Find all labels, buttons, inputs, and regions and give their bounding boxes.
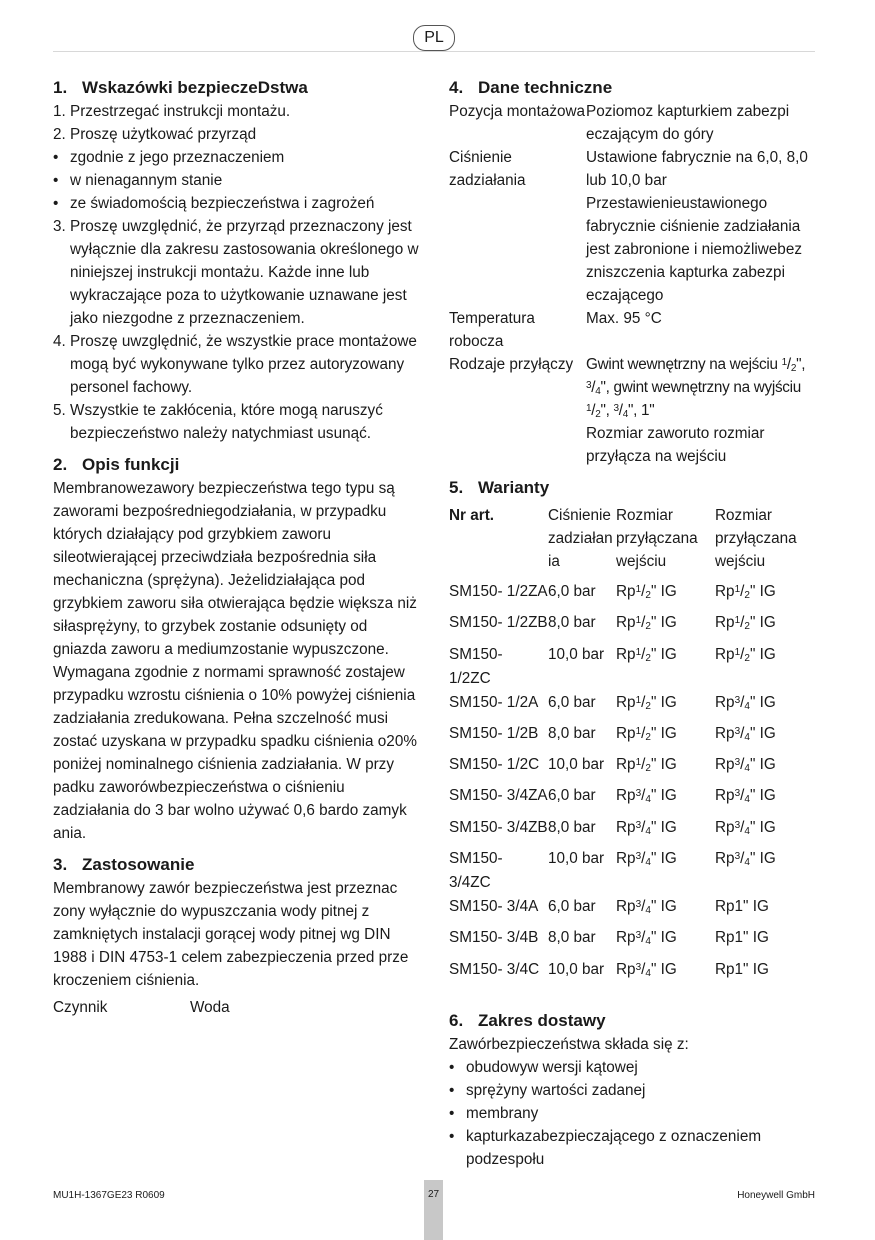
table-row xyxy=(449,580,815,611)
table-cell: 8,0 bar xyxy=(548,614,596,632)
section-safety xyxy=(53,76,421,445)
table-cell: 6,0 bar xyxy=(548,693,596,711)
table-cell: 6,0 bar xyxy=(548,787,596,805)
table-cell: $Rp^3/_4$" IG xyxy=(616,787,677,806)
tech-key: Rodzaje przyłączy xyxy=(449,356,574,373)
function-text: Membranowezawory bezpieczeństwa tego typu są zaworami bezpośredniegodziałania, w przypadku których działający pod grzybkiem zaworu sileotwierającej przeciwdziała bezpośrednia siła mechaniczna (sprężyna). Jeżelidziałająca pod grzybkiem zaworu siła otwierająca będzie większa niż siłasprężyny, to grzybek zostanie odsunięty od gniazda zaworu a mediumzostanie wypuszczone. Wymagana zgodnie z normami sprawność zostajew przypadku wzrostu ciśnienia o 10% powyżej ciśnienia zadziałania zredukowana. Pełna szczelność musi zostać uzyskana w przypadku spadku ciśnienia o20% poniżej nominalnego ciśnienia zadziałania. W przy padku zaworówbezpieczeństwa o ciśnieniu zadziałania do 3 bar wolno używać 0,6 bardo zamyk ania. xyxy=(53,480,417,842)
column-header: Ciśnienie zadziałan ia xyxy=(548,507,613,570)
delivery-list xyxy=(449,1056,821,1171)
table-row xyxy=(449,784,815,815)
table-cell: 8,0 bar xyxy=(548,818,596,836)
list-item: • w nienagannym stanie xyxy=(53,172,223,189)
document-code: MU1H-1367GE23 R0609 xyxy=(53,1190,165,1201)
tech-row-temperature xyxy=(449,307,821,353)
list-item: • zgodnie z jego przeznaczeniem xyxy=(53,149,285,166)
left-column xyxy=(53,76,421,1027)
table-cell: $Rp^3/_4$" IG xyxy=(715,724,776,743)
table-row xyxy=(449,958,815,989)
table-row xyxy=(449,753,815,784)
table-cell: $Rp^3/_4$" IG xyxy=(616,850,677,869)
table-row xyxy=(449,926,815,957)
table-cell: Rp1" IG xyxy=(715,898,769,916)
variants-table xyxy=(449,504,815,989)
table-cell: $Rp^1/_2$" IG xyxy=(715,645,776,664)
table-cell: $Rp^3/_4$" IG xyxy=(616,898,677,917)
table-row xyxy=(449,895,815,926)
section-title: 5. Warianty xyxy=(449,478,550,497)
table-cell: $Rp^3/_4$" IG xyxy=(715,818,776,837)
tech-row-position xyxy=(449,100,821,146)
table-cell: $Rp^3/_4$" IG xyxy=(616,960,677,979)
table-cell: SM150- 1/2B xyxy=(449,724,539,742)
table-cell: $Rp^1/_2$" IG xyxy=(616,756,677,775)
table-cell: SM150- 3/4C xyxy=(449,960,540,978)
tech-row-connections xyxy=(449,353,821,468)
page-number: 27 xyxy=(424,1180,443,1240)
table-row xyxy=(449,691,815,722)
list-item: • obudowyw wersji kątowej xyxy=(449,1058,638,1076)
list-item: • sprężyny wartości zadanej xyxy=(449,1081,646,1099)
section-title: 4. Dane techniczne xyxy=(449,78,613,97)
table-cell: SM150- 3/4B xyxy=(449,929,539,947)
tech-row-pressure xyxy=(449,146,821,307)
table-cell: SM150- 3/4ZC xyxy=(449,850,503,892)
section-title: 2. Opis funkcji xyxy=(53,455,180,474)
list-item: • membrany xyxy=(449,1104,539,1122)
table-row xyxy=(449,643,815,691)
table-cell: SM150- 3/4ZA xyxy=(449,787,548,805)
table-cell: $Rp^1/_2$" IG xyxy=(715,583,776,601)
table-cell: SM150- 1/2ZA xyxy=(449,583,548,600)
application-text: Membranowy zawór bezpieczeństwa jest przeznac zony wyłącznie do wypuszczania wody pitnej z zamkniętych instalacji gorącej wody pitnej wg DIN 1988 i DIN 4753-1 celem zabezpieczenia przed prze kroczeniem ciśnienia. xyxy=(53,880,409,989)
safety-list xyxy=(53,100,421,445)
table-cell: 8,0 bar xyxy=(548,724,596,742)
medium-label: Czynnik xyxy=(53,999,108,1016)
table-row xyxy=(449,847,815,895)
table-cell: 10,0 bar xyxy=(548,645,605,663)
table-cell: 10,0 bar xyxy=(548,850,605,868)
section-technical-data xyxy=(449,76,821,468)
medium-value: Woda xyxy=(190,999,230,1016)
language-badge: PL xyxy=(413,25,455,51)
table-row xyxy=(449,611,815,642)
table-cell: 6,0 bar xyxy=(548,583,596,600)
table-cell: Rp1" IG xyxy=(715,929,769,947)
section-variants xyxy=(449,476,821,989)
column-header: Rozmiar przyłączana wejściu xyxy=(616,507,698,570)
column-header: Nr art. xyxy=(449,507,495,524)
section-title: 3. Zastosowanie xyxy=(53,855,195,874)
list-item: 1. Przestrzegać instrukcji montażu. xyxy=(53,103,291,120)
company-name: Honeywell GmbH xyxy=(737,1190,815,1201)
table-cell: $Rp^1/_2$" IG xyxy=(616,583,677,601)
table-cell: SM150- 1/2ZC xyxy=(449,645,503,687)
delivery-intro: Zawórbezpieczeństwa składa się z: xyxy=(449,1035,689,1053)
tech-value: Ustawione fabrycznie na 6,0, 8,0 lub 10,0 bar Przestawienieustawionego fabrycznie ciśnienie zadziałania jest zabronione i niemożliwebez zniszczenia kapturka zabezpi eczającego xyxy=(586,149,808,304)
list-item: 2. Proszę użytkować przyrząd xyxy=(53,126,257,143)
table-cell: $Rp^3/_4$" IG xyxy=(715,756,776,775)
table-cell: 10,0 bar xyxy=(548,756,605,774)
table-cell: $Rp^3/_4$" IG xyxy=(715,850,776,869)
table-cell: $Rp^1/_2$" IG xyxy=(616,724,677,743)
list-item: • ze świadomością bezpieczeństwa i zagrożeń xyxy=(53,195,375,212)
table-cell: 10,0 bar xyxy=(548,960,605,978)
header-rule xyxy=(53,51,815,52)
tech-key: Temperatura robocza xyxy=(449,310,535,350)
section-delivery xyxy=(449,1009,821,1171)
table-cell: 8,0 bar xyxy=(548,929,596,947)
table-cell: $Rp^1/_2$" IG xyxy=(616,645,677,664)
list-item: • kapturkazabezpieczającego z oznaczeniem podzespołu xyxy=(449,1127,762,1168)
table-header-row xyxy=(449,504,815,580)
right-column xyxy=(449,76,821,1179)
list-item: 5. Wszystkie te zakłócenia, które mogą naruszyć bezpieczeństwo należy natychmiast usunąć. xyxy=(53,402,383,442)
table-cell: $Rp^1/_2$" IG xyxy=(715,614,776,633)
section-application xyxy=(53,853,421,1019)
table-cell: $Rp^3/_4$" IG xyxy=(616,818,677,837)
table-cell: $Rp^3/_4$" IG xyxy=(715,693,776,712)
table-row xyxy=(449,722,815,753)
section-function xyxy=(53,453,421,845)
section-title: 6. Zakres dostawy xyxy=(449,1010,606,1030)
table-cell: $Rp^1/_2$" IG xyxy=(616,614,677,633)
table-cell: $Rp^3/_4$" IG xyxy=(616,929,677,948)
table-cell: SM150- 3/4A xyxy=(449,898,539,916)
table-cell: SM150- 1/2ZB xyxy=(449,614,548,632)
medium-row xyxy=(53,996,421,1019)
column-header: Rozmiar przyłączana wejściu xyxy=(715,507,797,570)
section-title: 1. Wskazówki bezpieczeDstwa xyxy=(53,78,308,97)
tech-value: Max. 95 °C xyxy=(586,310,662,327)
table-cell: $Rp^3/_4$" IG xyxy=(715,787,776,806)
table-cell: $Rp^1/_2$" IG xyxy=(616,693,677,712)
table-cell: Rp1" IG xyxy=(715,960,769,978)
tech-key: Ciśnienie zadziałania xyxy=(449,149,526,189)
tech-value: Poziomoz kapturkiem zabezpi eczającym do góry xyxy=(586,103,790,143)
table-cell: SM150- 3/4ZB xyxy=(449,818,548,836)
tech-key: Pozycja montażowa xyxy=(449,103,586,120)
tech-value: Gwint wewnętrzny na wejściu $^1/_2$", $^3/_4$", gwint wewnętrzny na wyjściu $^1/_2$", $^3/_4$", 1" Rozmiar zaworuto rozmiar przyłącza na wejściu xyxy=(586,356,806,465)
table-cell: SM150- 1/2A xyxy=(449,693,539,711)
table-row xyxy=(449,816,815,847)
table-cell: SM150- 1/2C xyxy=(449,756,540,774)
list-item: 3. Proszę uwzględnić, że przyrząd przeznaczony jest wyłącznie dla zakresu zastosowania określonego w niniejszej instrukcji montażu. Każde inne lub wykraczające poza to użytkowanie uznawane jest jako niezgodne z przeznaczeniem. xyxy=(53,218,419,327)
list-item: 4. Proszę uwzględnić, że wszystkie prace montażowe mogą być wykonywane tylko przez autoryzowany personel fachowy. xyxy=(53,333,417,396)
table-cell: 6,0 bar xyxy=(548,898,596,916)
